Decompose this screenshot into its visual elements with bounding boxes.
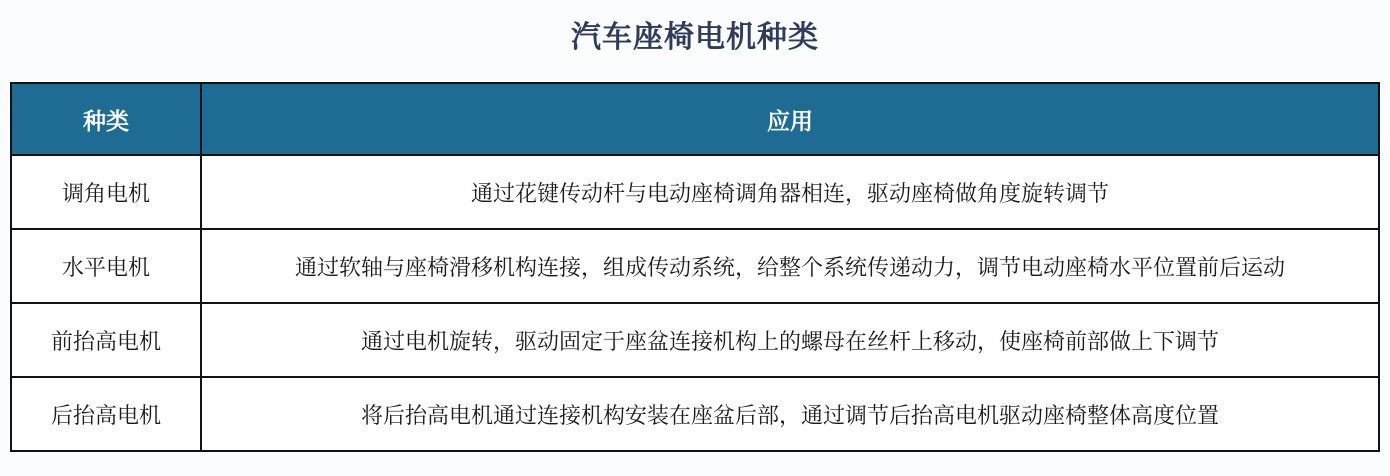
cell-motor-application: 通过软轴与座椅滑移机构连接，组成传动系统，给整个系统传递动力，调节电动座椅水平位置前后运动 (201, 229, 1379, 303)
cell-motor-application: 将后抬高电机通过连接机构安装在座盆后部，通过调节后抬高电机驱动座椅整体高度位置 (201, 377, 1379, 451)
header-cell-type: 种类 (11, 83, 201, 155)
cell-motor-type: 调角电机 (11, 155, 201, 229)
table-row (11, 377, 1379, 451)
table-row (11, 155, 1379, 229)
cell-motor-type: 水平电机 (11, 229, 201, 303)
cell-motor-type: 前抬高电机 (11, 303, 201, 377)
header-cell-application: 应用 (201, 83, 1379, 155)
table-row (11, 303, 1379, 377)
page-title: 汽车座椅电机种类 (571, 21, 819, 54)
cell-motor-type: 后抬高电机 (11, 377, 201, 451)
table-row (11, 229, 1379, 303)
cell-motor-application: 通过花键传动杆与电动座椅调角器相连，驱动座椅做角度旋转调节 (201, 155, 1379, 229)
cell-motor-application: 通过电机旋转，驱动固定于座盆连接机构上的螺母在丝杆上移动，使座椅前部做上下调节 (201, 303, 1379, 377)
table-header-row (11, 83, 1379, 155)
motor-types-table (10, 82, 1380, 452)
